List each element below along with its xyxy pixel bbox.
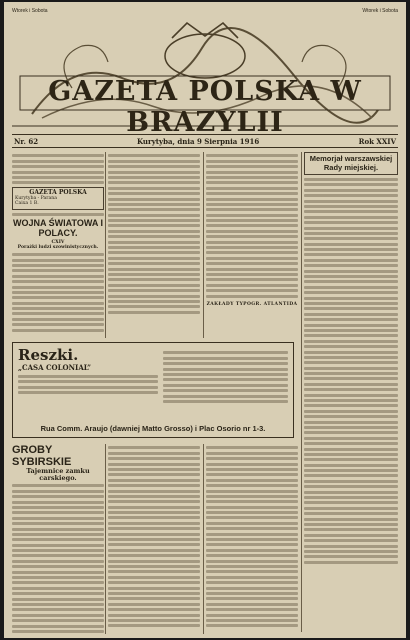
issue-info-bar [12,134,398,148]
graves-subtitle: Tajemnice zamku carskiego. [26,467,90,482]
issue-place-date: Kurytyba, dnia 9 Sierpnia 1916 [137,137,260,146]
newspaper-title: GAZETA POLSKA W BRAZYLII [48,76,362,138]
lower-column-1 [12,444,104,634]
top-left-note: Wtorek i Sobota [12,8,48,14]
newspaper-page [4,2,406,638]
top-info-line [12,8,398,18]
ad-price-list [163,349,288,405]
section-subhead: Porażki ludzi szowinistycznych. [17,245,99,251]
memorial-heading: Memorjał warszawskiej Rady miejskiej. [309,154,393,172]
section-roman: CXIV [51,239,65,245]
graves-title: GROBY SYBIRSKIE [12,444,72,468]
masthead [12,18,398,138]
issue-number: Nr. 62 [14,137,39,146]
lower-column-3 [206,444,298,634]
printer-stamp: ZAKŁADY TYPOGR. ATLANTIDA [206,301,298,307]
lower-column-2 [108,444,200,634]
issue-year: Rok XXIV [358,137,396,146]
box-line-2: Caixa 1 B. [15,201,39,207]
box-line-1: Kurytyba - Parana [15,195,57,201]
ad-title: Reszki. [18,346,79,364]
memorial-heading-box [304,152,398,175]
ad-subtitle: „CASA COLONIAL” [18,363,92,372]
column-4 [304,152,398,632]
ad-address: Rua Comm. Araujo (dawniej Matto Grosso) i Plac Osorio nr 1-3. [40,424,266,433]
top-right-note: Wtorek i Sobota [362,8,398,14]
box-title: GAZETA POLSKA [29,189,87,197]
war-section-title: WOJNA ŚWIATOWA I POLACY. [13,217,103,238]
reszki-advertisement [12,342,294,438]
subscription-box [12,187,104,209]
